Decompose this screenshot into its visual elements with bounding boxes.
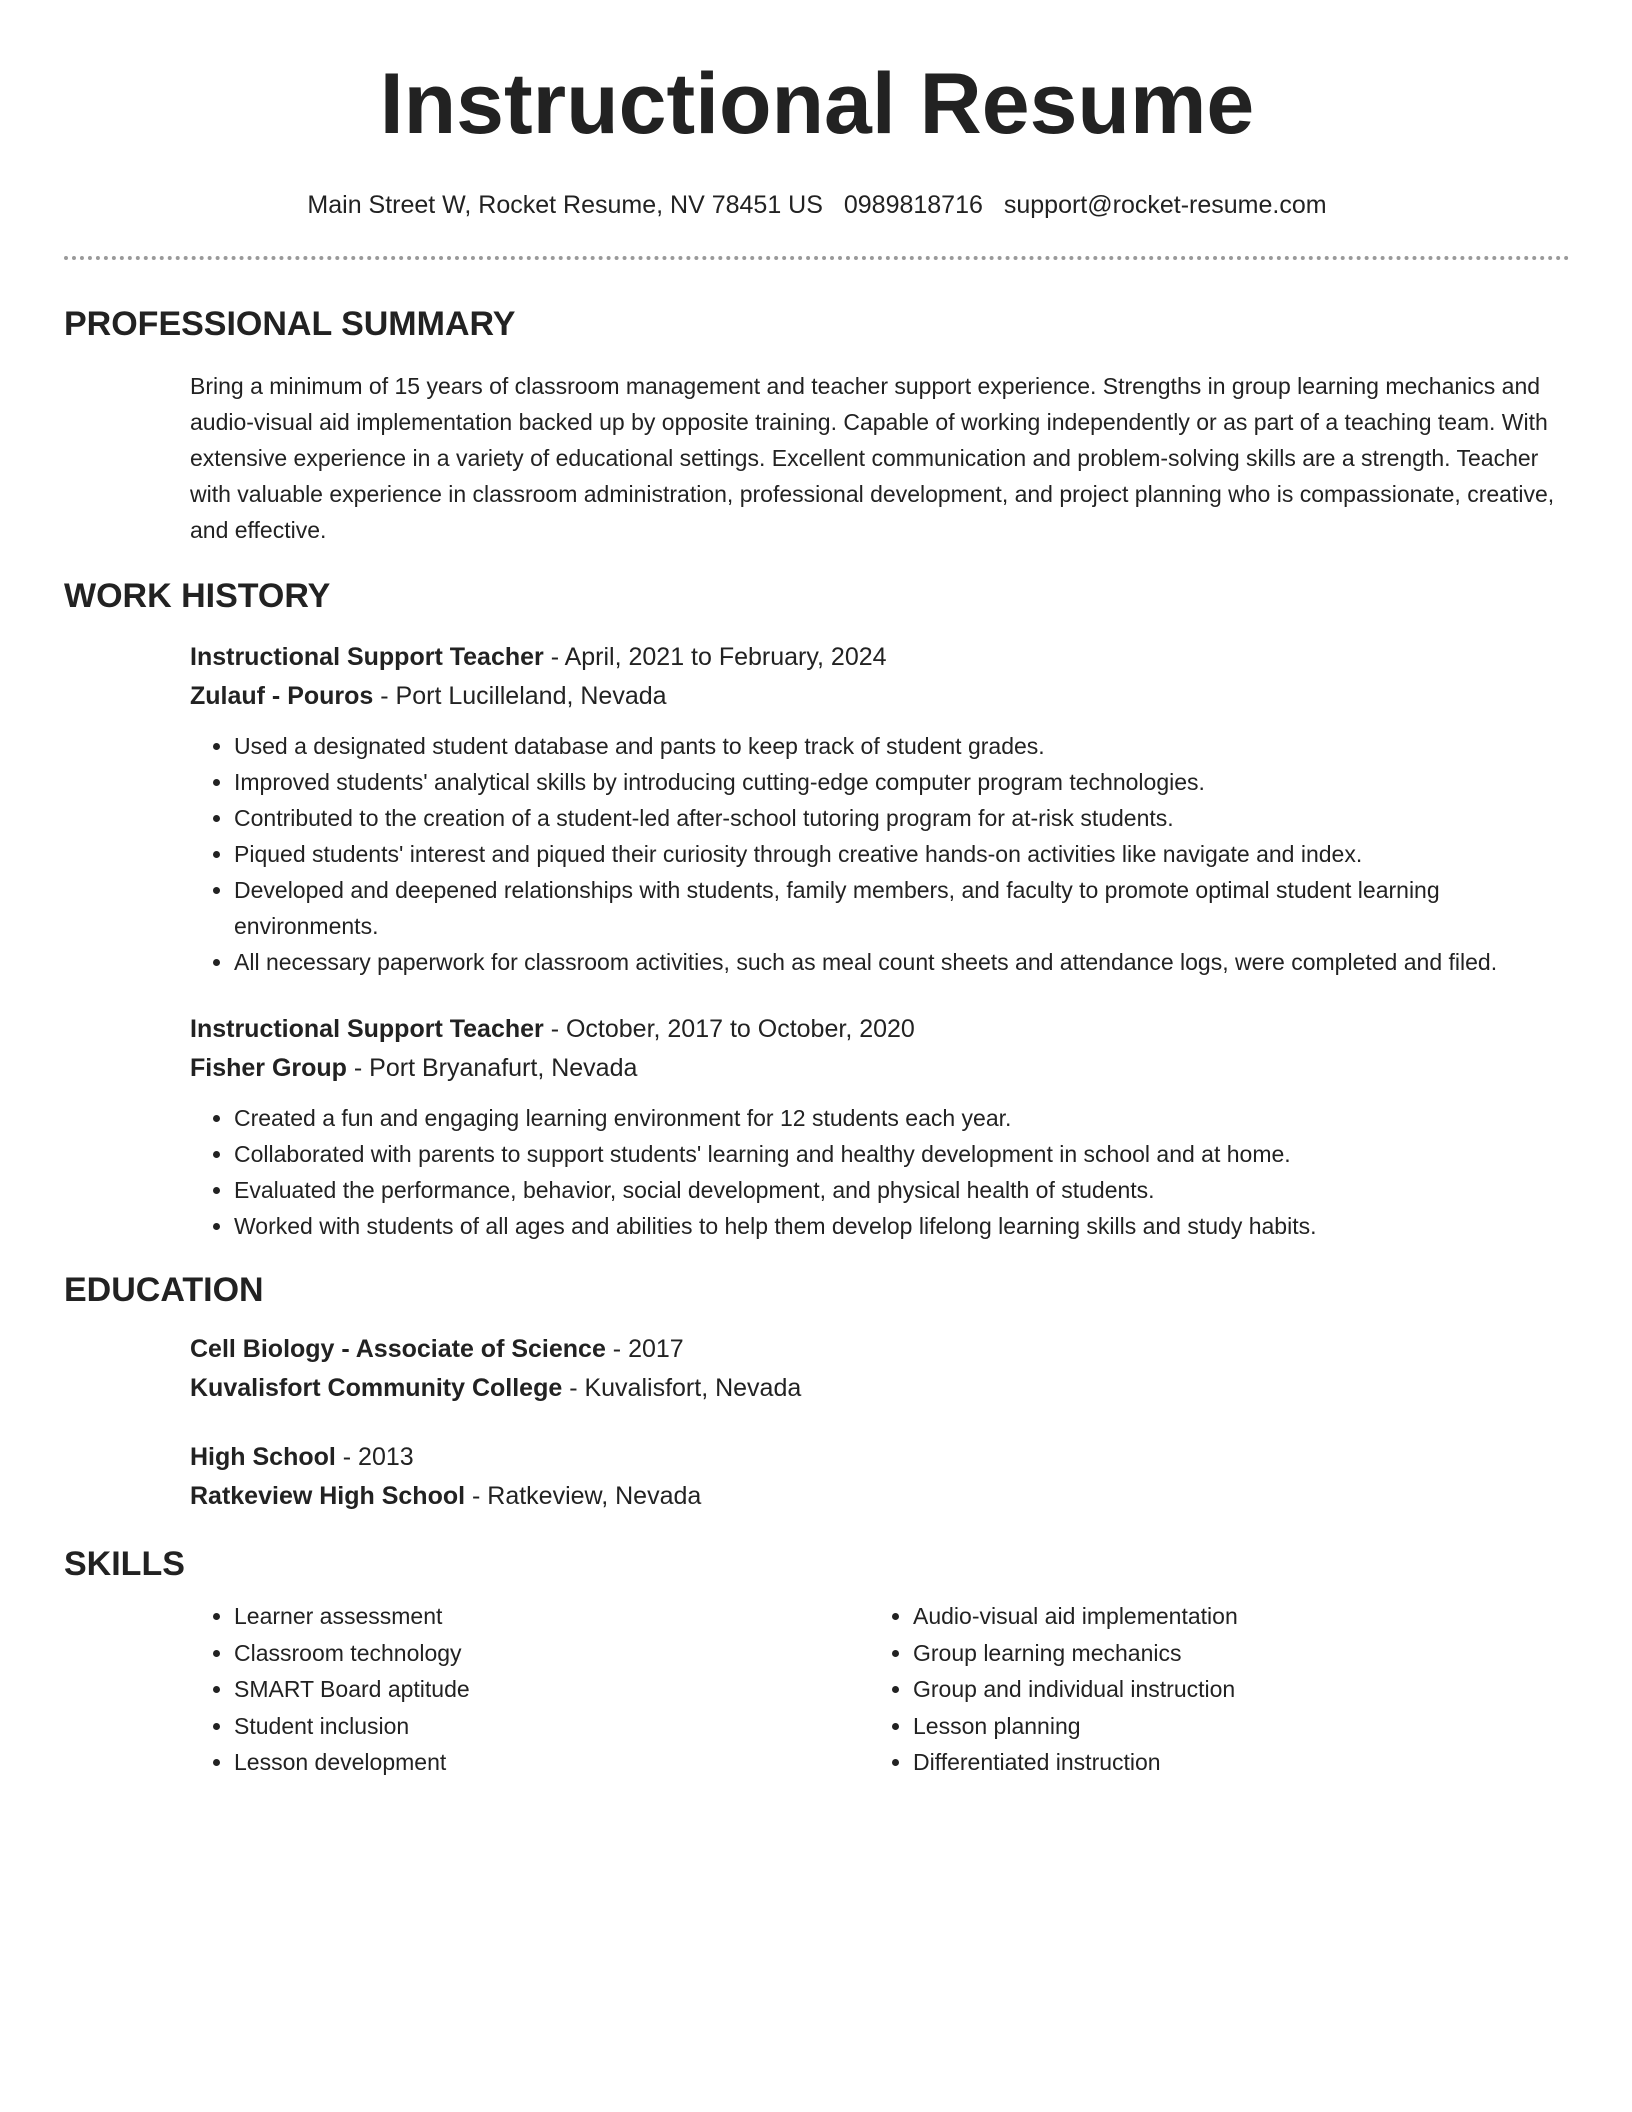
- job-duty: • Contributed to the creation of a student-led after-school tutoring program for at-risk students.: [234, 800, 1570, 836]
- job-dates: - October, 2017 to October, 2020: [543, 1015, 915, 1043]
- job-duty: • Improved students' analytical skills by introducing cutting-edge computer program technologies.: [234, 764, 1570, 800]
- summary-heading: PROFESSIONAL SUMMARY: [64, 305, 516, 343]
- contact-line: [64, 188, 1570, 222]
- skill-item: • Lesson planning: [913, 1708, 1548, 1745]
- job-location: - Port Bryanafurt, Nevada: [346, 1054, 638, 1082]
- header-divider: [64, 256, 1570, 260]
- contact-address: Main Street W, Rocket Resume, NV 78451 US: [307, 191, 823, 219]
- job-company-line: [190, 677, 1570, 716]
- job-duty: • Created a fun and engaging learning environment for 12 students each year.: [234, 1100, 1570, 1136]
- degree-year: - 2013: [335, 1443, 414, 1471]
- skills-heading: SKILLS: [64, 1545, 185, 1583]
- job-duties-list: [190, 1100, 1570, 1244]
- summary-section: [64, 304, 1570, 548]
- education-heading: EDUCATION: [64, 1271, 264, 1309]
- degree-year: - 2017: [605, 1335, 684, 1363]
- school-line: [190, 1477, 1570, 1516]
- job-location: - Port Lucilleland, Nevada: [373, 682, 667, 710]
- skill-item: • Group learning mechanics: [913, 1635, 1548, 1672]
- degree-name: High School: [190, 1443, 336, 1471]
- skills-section: [64, 1544, 1570, 1781]
- skills-list-left: [190, 1598, 869, 1781]
- skills-columns: [190, 1598, 1570, 1781]
- job-duties-list: [190, 728, 1570, 980]
- job-duty: • Collaborated with parents to support students' learning and healthy development in school and at home.: [234, 1136, 1570, 1172]
- job-duty: • Developed and deepened relationships with students, family members, and faculty to promote optimal student learning environments.: [234, 872, 1570, 944]
- resume-title: Instructional Resume: [379, 56, 1255, 152]
- skill-item: • Lesson development: [234, 1744, 869, 1781]
- job-role: Instructional Support Teacher: [190, 643, 544, 671]
- skill-item: • Student inclusion: [234, 1708, 869, 1745]
- job-dates: - April, 2021 to February, 2024: [543, 643, 887, 671]
- skill-item: • Learner assessment: [234, 1598, 869, 1635]
- work-history-heading: WORK HISTORY: [64, 577, 331, 615]
- degree-line: [190, 1438, 1570, 1477]
- school-line: [190, 1369, 1570, 1408]
- school-name: Kuvalisfort Community College: [190, 1374, 563, 1402]
- degree-line: [190, 1330, 1570, 1369]
- job-duty: • Used a designated student database and pants to keep track of student grades.: [234, 728, 1570, 764]
- school-name: Ratkeview High School: [190, 1482, 466, 1510]
- summary-text: Bring a minimum of 15 years of classroom management and teacher support experience. Strengths in group learning mechanics and audio-visual aid implementation backed up by opposite training. Capable of working independently or as part of a teaching team. With extensive experience in a variety of educational settings. Excellent communication and problem-solving skills are a strength. Teacher with valuable experience in classroom administration, professional development, and project planning who is compassionate, creative, and effective.: [190, 373, 1555, 543]
- work-history-section: [64, 576, 1570, 1244]
- degree-name: Cell Biology - Associate of Science: [190, 1335, 606, 1363]
- job-duty: • All necessary paperwork for classroom activities, such as meal count sheets and attendance logs, were completed and filed.: [234, 944, 1570, 980]
- skill-item: • SMART Board aptitude: [234, 1671, 869, 1708]
- skills-list-right: [869, 1598, 1548, 1781]
- job-duty: • Evaluated the performance, behavior, social development, and physical health of students.: [234, 1172, 1570, 1208]
- education-entry: [190, 1438, 1570, 1516]
- school-location: - Kuvalisfort, Nevada: [562, 1374, 802, 1402]
- contact-phone: 0989818716: [843, 191, 983, 219]
- skill-item: • Differentiated instruction: [913, 1744, 1548, 1781]
- resume-page: [64, 0, 1570, 1781]
- job-entry: [190, 1010, 1570, 1244]
- job-company: Fisher Group: [190, 1054, 347, 1082]
- job-duty: • Piqued students' interest and piqued their curiosity through creative hands-on activities like navigate and index.: [234, 836, 1570, 872]
- skill-item: • Group and individual instruction: [913, 1671, 1548, 1708]
- job-company: Zulauf - Pouros: [190, 682, 374, 710]
- school-location: - Ratkeview, Nevada: [465, 1482, 702, 1510]
- education-section: [64, 1270, 1570, 1516]
- education-entry: [190, 1330, 1570, 1408]
- job-role: Instructional Support Teacher: [190, 1015, 544, 1043]
- job-company-line: [190, 1049, 1570, 1088]
- contact-email: support@rocket-resume.com: [1003, 191, 1327, 219]
- job-duty: • Worked with students of all ages and abilities to help them develop lifelong learning skills and study habits.: [234, 1208, 1570, 1244]
- skill-item: • Classroom technology: [234, 1635, 869, 1672]
- job-title-line: [190, 638, 1570, 677]
- job-title-line: [190, 1010, 1570, 1049]
- skill-item: • Audio-visual aid implementation: [913, 1598, 1548, 1635]
- job-entry: [190, 638, 1570, 980]
